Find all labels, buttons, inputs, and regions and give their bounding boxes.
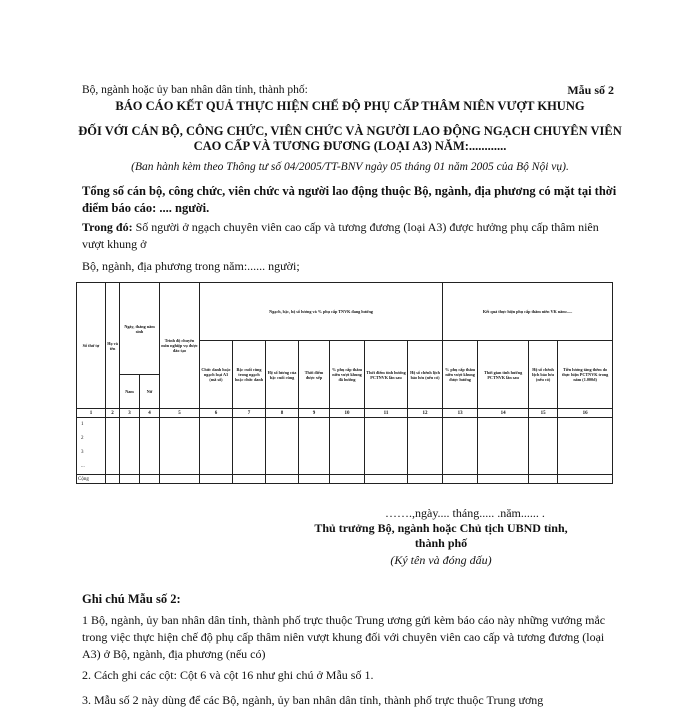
data-cell xyxy=(106,418,120,475)
col-number: 10 xyxy=(330,409,365,418)
in-which-label: Trong đó: xyxy=(82,220,133,234)
data-cell xyxy=(160,418,200,475)
row-label: ... xyxy=(81,464,85,469)
col-number: 8 xyxy=(266,409,299,418)
locality-line: Bộ, ngành, địa phương trong năm:...... người; xyxy=(82,259,300,273)
signature-note: (Ký tên và đóng dấu) xyxy=(390,553,492,567)
col-female-header: Nữ xyxy=(140,375,160,409)
data-cell xyxy=(140,475,160,484)
column-number-row xyxy=(77,409,613,418)
total-row xyxy=(77,475,613,484)
data-cell xyxy=(140,418,160,475)
data-cell xyxy=(365,475,408,484)
data-cell xyxy=(233,418,266,475)
data-cell xyxy=(330,418,365,475)
col7-header: Bậc cuối cùng trong ngạch hoặc chức danh xyxy=(233,341,266,409)
row-label: 2 xyxy=(81,436,84,441)
col-number: 4 xyxy=(140,409,160,418)
data-cell xyxy=(200,418,233,475)
note-1: 1 Bộ, ngành, ủy ban nhân dân tỉnh, thành phố trực thuộc Trung ương gửi kèm báo cáo này những vướng mắc trong việc thực hiện chế độ phụ cấp thâm niên vượt khung đối với chuyên viên cao cấp và tương đương (loại A3) ở Bộ, ngành, địa phương (nếu có) xyxy=(82,613,606,661)
ministry-line: Bộ, ngành hoặc ủy ban nhân dân tỉnh, thành phố: xyxy=(82,84,308,96)
data-cell xyxy=(365,418,408,475)
data-cell xyxy=(233,475,266,484)
data-cell xyxy=(558,475,613,484)
data-cell xyxy=(266,475,299,484)
col-number: 16 xyxy=(558,409,613,418)
col-male-header: Nam xyxy=(120,375,140,409)
col-number: 2 xyxy=(106,409,120,418)
data-rows xyxy=(77,418,613,475)
row-labels-cell xyxy=(77,418,106,475)
col16-header: Tiền lương tăng thêm do thực hiện PCTNVK trong năm (1.000đ) xyxy=(558,341,613,409)
col-number: 11 xyxy=(365,409,408,418)
data-cell xyxy=(443,475,478,484)
data-cell xyxy=(478,475,529,484)
col6-header: Chức danh hoặc ngạch loại A3 (mã số) xyxy=(200,341,233,409)
form-number: Mẫu số 2 xyxy=(567,83,614,97)
data-cell xyxy=(558,418,613,475)
col-number: 12 xyxy=(408,409,443,418)
row-label: 3 xyxy=(81,450,84,455)
data-cell xyxy=(120,475,140,484)
data-cell xyxy=(478,418,529,475)
col13-header: % phụ cấp thâm niên vượt khung được hưởng xyxy=(443,341,478,409)
data-cell xyxy=(529,475,558,484)
col-number: 14 xyxy=(478,409,529,418)
col-name-header: Họ và tên xyxy=(106,283,120,409)
col-birth-header: Ngày, tháng năm sinh xyxy=(120,283,160,375)
col10-header: % phụ cấp thâm niên vượt khung đã hưởng xyxy=(330,341,365,409)
col-number: 6 xyxy=(200,409,233,418)
row-label: 1 xyxy=(81,422,84,427)
group-current-header: Ngạch, bậc, hệ số lương và % phụ cấp TNVK đang hưởng xyxy=(200,283,443,341)
in-which-text: Số người ở ngạch chuyên viên cao cấp và tương đương (loại A3) được hưởng phụ cấp thâm niên vượt khung ở xyxy=(82,220,599,251)
data-cell xyxy=(299,475,330,484)
col15-header: Hệ số chênh lệch bảo lưu (nếu có) xyxy=(529,341,558,409)
col-number: 9 xyxy=(299,409,330,418)
total-label: Cộng xyxy=(77,475,106,484)
col12-header: Hệ số chênh lệch bảo lưu (nếu có) xyxy=(408,341,443,409)
data-cell xyxy=(106,475,120,484)
report-title-line2: ĐỐI VỚI CÁN BỘ, CÔNG CHỨC, VIÊN CHỨC VÀ NGƯỜI LAO ĐỘNG NGẠCH CHUYÊN VIÊN CAO CẤP VÀ TƯƠNG ĐƯƠNG (LOẠI A3) NĂM:............ xyxy=(78,124,622,153)
col-number: 3 xyxy=(120,409,140,418)
col-number: 15 xyxy=(529,409,558,418)
col11-header: Thời điểm tính hưởng PCTNVK lần sau xyxy=(365,341,408,409)
notes-title: Ghi chú Mẫu số 2: xyxy=(82,592,181,606)
note-2: 2. Cách ghi các cột: Cột 6 và cột 16 như ghi chú ở Mẫu số 1. xyxy=(82,668,374,682)
report-title-line1: BÁO CÁO KẾT QUẢ THỰC HIỆN CHẾ ĐỘ PHỤ CẤP THÂM NIÊN VƯỢT KHUNG xyxy=(115,99,585,113)
data-cell xyxy=(120,418,140,475)
col-number: 13 xyxy=(443,409,478,418)
col14-header: Thời gian tính hưởng PCTNVK lần sau xyxy=(478,341,529,409)
in-which-paragraph xyxy=(82,219,622,253)
note-3: 3. Mẫu số 2 này dùng để các Bộ, ngành, ủy ban nhân dân tỉnh, thành phố trực thuộc Trung ương xyxy=(82,693,544,707)
data-cell xyxy=(200,475,233,484)
total-staff-text: Tổng số cán bộ, công chức, viên chức và người lao động thuộc Bộ, ngành, địa phương có mặt tại thời điểm báo cáo: .... người. xyxy=(82,184,617,215)
data-cell xyxy=(266,418,299,475)
col-level-header: Trình độ chuyên môn nghiệp vụ được đào tạo xyxy=(160,283,200,409)
col-number: 1 xyxy=(77,409,106,418)
col9-header: Thời điểm được xếp xyxy=(299,341,330,409)
data-cell xyxy=(408,418,443,475)
data-cell xyxy=(330,475,365,484)
col-stt-header: Số thứ tự xyxy=(77,283,106,409)
data-cell xyxy=(408,475,443,484)
issued-note: (Ban hành kèm theo Thông tư số 04/2005/TT-BNV ngày 05 tháng 01 năm 2005 của Bộ Nội vụ). xyxy=(131,161,569,173)
col-number: 7 xyxy=(233,409,266,418)
group-result-header: Kết quả thực hiện phụ cấp thâm niên VK năm:..... xyxy=(443,283,613,341)
data-cell xyxy=(299,418,330,475)
report-table xyxy=(76,282,613,484)
signature-date: …….,ngày.... tháng..... .năm...... . xyxy=(385,506,545,520)
col8-header: Hệ số lương của bậc cuối cùng xyxy=(266,341,299,409)
data-cell xyxy=(529,418,558,475)
signature-title: Thủ trưởng Bộ, ngành hoặc Chủ tịch UBND tỉnh, thành phố xyxy=(314,521,568,550)
data-cell xyxy=(160,475,200,484)
col-number: 5 xyxy=(160,409,200,418)
data-cell xyxy=(443,418,478,475)
